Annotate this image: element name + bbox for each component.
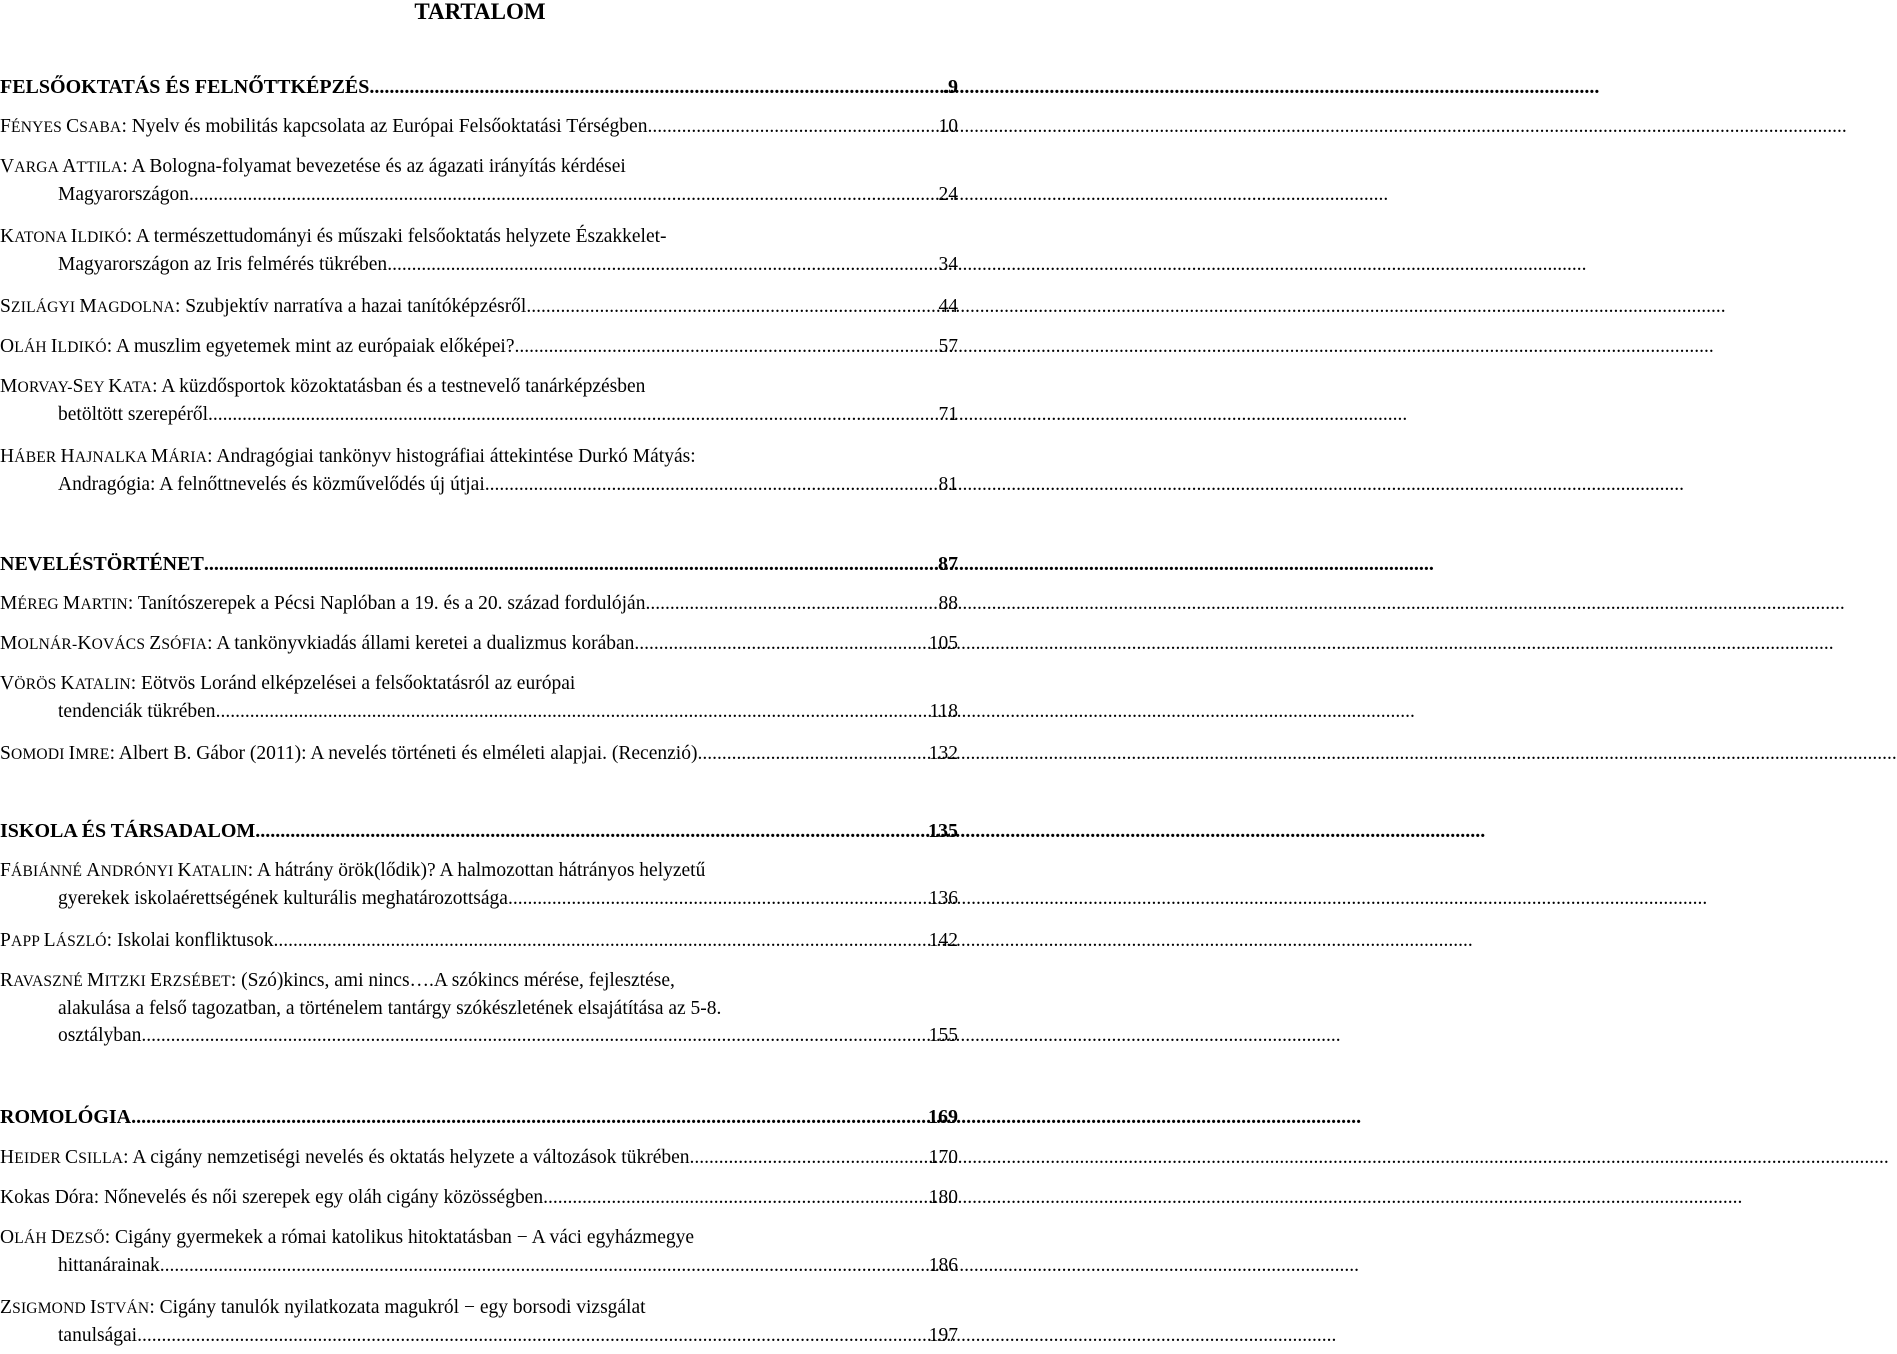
toc-entry[interactable]	[0, 857, 960, 912]
dot-leader	[543, 1184, 927, 1211]
page-number: 169	[928, 1106, 958, 1128]
section-heading[interactable]	[0, 1104, 960, 1131]
dot-leader	[274, 927, 927, 954]
toc-entry-title	[0, 153, 626, 181]
dot-leader	[697, 740, 926, 767]
entry-author: RAVASZNÉ MITZKI ERZSÉBET	[0, 970, 231, 991]
page-number: 197	[928, 1325, 958, 1346]
entry-title-text: : A tankönyvkiadás állami keretei a dualizmus korában	[207, 633, 635, 654]
toc-entry-line	[0, 401, 958, 428]
toc-entry-title	[0, 1184, 543, 1211]
toc-entry[interactable]	[0, 333, 960, 361]
entry-author: VÖRÖS KATALIN	[0, 673, 131, 694]
entry-title-text: : A természettudományi és műszaki felsőoktatás helyzete Északkelet-	[126, 226, 667, 247]
toc-entry-title	[0, 927, 274, 955]
toc-entry-line	[0, 590, 958, 618]
entry-title-text: : Eötvös Loránd elképzelései a felsőoktatásról az európai	[130, 673, 576, 694]
page-number: 81	[938, 474, 958, 495]
toc-entry[interactable]	[0, 630, 960, 658]
dot-leader	[645, 590, 936, 617]
section-heading-title: FELSŐOKTATÁS ÉS FELNŐTTKÉPZÉS	[0, 76, 370, 98]
entry-author: VARGA ATTILA	[0, 156, 123, 177]
section-heading[interactable]	[0, 551, 960, 578]
dot-leader	[131, 1104, 926, 1131]
toc-entry-line	[0, 443, 958, 471]
section-heading-title: ISKOLA ÉS TÁRSADALOM	[0, 820, 256, 842]
entry-title-text: : Cigány gyermekek a római katolikus hitoktatásban − A váci egyházmegye	[104, 1227, 695, 1248]
toc-entry-line	[0, 1184, 958, 1211]
page-number: 44	[938, 296, 958, 317]
entry-author: ZSIGMOND ISTVÁN	[0, 1297, 150, 1318]
dot-leader	[690, 1144, 927, 1171]
entry-title-text: tanulságai	[58, 1325, 138, 1346]
entry-title-text: : A cigány nemzetiségi nevelés és oktatás helyzete a változások tükrében	[123, 1147, 690, 1168]
toc-entry-title	[0, 293, 526, 321]
page-number: 118	[929, 701, 958, 722]
entry-title-text: Magyarországon az Iris felmérés tükrében	[58, 254, 388, 275]
section-heading[interactable]	[0, 818, 960, 845]
dot-leader	[141, 1022, 926, 1049]
entry-author: FÉNYES CSABA	[0, 116, 122, 137]
page-number: 10	[938, 116, 958, 137]
entry-author: PAPP LÁSZLÓ	[0, 930, 107, 951]
toc-entry[interactable]	[0, 1184, 960, 1211]
toc-entry-line	[0, 293, 958, 321]
page-number: 186	[928, 1255, 958, 1276]
section-heading-line	[0, 818, 958, 845]
toc-entry-title	[0, 630, 634, 658]
entry-author: MOLNÁR-KOVÁCS ZSÓFIA	[0, 633, 208, 654]
entry-title-text: : Nyelv és mobilitás kapcsolata az Európai Felsőoktatási Térségben	[121, 116, 648, 137]
toc-entry-title	[0, 1144, 690, 1172]
section-heading-line	[0, 1104, 958, 1131]
toc-entry[interactable]	[0, 670, 960, 725]
toc-entry-title	[0, 967, 675, 995]
page-number: 105	[928, 633, 958, 654]
entry-title-text: : Tanítószerepek a Pécsi Naplóban a 19. és a 20. század fordulóján	[127, 593, 646, 614]
dot-leader	[387, 251, 936, 278]
toc-entry[interactable]	[0, 223, 960, 278]
page-number: 155	[928, 1025, 958, 1046]
toc-entry-line	[0, 698, 958, 725]
entry-author: KATONA ILDIKÓ	[0, 226, 127, 247]
toc-entry-line	[0, 927, 958, 955]
toc-entry-line	[0, 223, 958, 251]
section-heading[interactable]	[0, 74, 960, 101]
toc-entry[interactable]	[0, 113, 960, 141]
toc-entry-line	[0, 670, 958, 698]
entry-author: OLÁH DEZSŐ	[0, 1227, 105, 1248]
page-number: 170	[928, 1147, 958, 1168]
toc-entry-line	[0, 1224, 958, 1252]
toc-entry-line	[0, 995, 958, 1022]
dot-leader	[216, 698, 928, 725]
toc-entry-line	[0, 1144, 958, 1172]
toc-entry-line	[0, 630, 958, 658]
toc-entry-line	[0, 857, 958, 885]
section-heading-title: NEVELÉSTÖRTÉNET	[0, 553, 204, 575]
entry-title-text: Magyarországon	[58, 184, 190, 205]
entry-author: HEIDER CSILLA	[0, 1147, 124, 1168]
page-number: .9	[943, 76, 958, 98]
toc-entry-line	[0, 1322, 958, 1349]
toc-entry-title	[0, 857, 705, 885]
toc-entry-title	[0, 1224, 694, 1252]
toc-entry-title	[0, 113, 647, 141]
page-number: 142	[928, 930, 958, 951]
page-number: 180	[928, 1187, 958, 1208]
toc-entry-title	[0, 223, 667, 251]
entry-title-text: : A küzdősportok közoktatásban és a testnevelő tanárképzésben	[152, 376, 646, 397]
toc-entry-title	[0, 333, 515, 361]
toc-entry[interactable]	[0, 590, 960, 618]
entry-title-text: : Andragógiai tankönyv histográfiai áttekintése Durkó Mátyás:	[207, 446, 696, 467]
page-number: 24	[938, 184, 958, 205]
page-title: TARTALOM	[414, 0, 546, 24]
dot-leader	[255, 818, 926, 845]
entry-author: MORVAY-SEY KATA	[0, 376, 153, 397]
toc-entry-title	[0, 740, 697, 768]
page-number: 136	[928, 888, 958, 909]
toc-entry-title	[0, 670, 575, 698]
toc-entry[interactable]	[0, 967, 960, 1049]
dot-leader	[647, 113, 936, 140]
toc-entry[interactable]	[0, 740, 960, 768]
toc-entry-line	[0, 333, 958, 361]
toc-entry[interactable]	[0, 443, 960, 498]
toc-entry-line	[0, 1294, 958, 1322]
page-number: 71	[938, 404, 958, 425]
entry-title-text: : Nőnevelés és női szerepek egy oláh cigány közösségben	[93, 1187, 544, 1208]
toc-entry-title	[0, 373, 645, 401]
page-number: 57	[938, 336, 958, 357]
toc-entry[interactable]	[0, 293, 960, 321]
entry-author: SZILÁGYI MAGDOLNA	[0, 296, 175, 317]
toc-entry-title	[0, 1294, 646, 1322]
entry-author: HÁBER HAJNALKA MÁRIA	[0, 446, 208, 467]
entry-title-text: tendenciák tükrében	[58, 701, 216, 722]
entry-title-text: : A Bologna-folyamat bevezetése és az ágazati irányítás kérdései	[122, 156, 626, 177]
dot-leader	[508, 885, 927, 912]
toc-entry-line	[0, 181, 958, 208]
toc-entry[interactable]	[0, 1144, 960, 1172]
toc-entry[interactable]	[0, 927, 960, 955]
toc-entry-line	[0, 1022, 958, 1049]
dot-leader	[515, 333, 937, 360]
entry-title-text: : (Szó)kincs, ami nincs….A szókincs mérése, fejlesztése,	[230, 970, 675, 991]
section-heading-line	[0, 74, 958, 101]
entry-author: SOMODI IMRE	[0, 743, 110, 764]
toc-entry-line	[0, 373, 958, 401]
section-heading-title: ROMOLÓGIA	[0, 1106, 132, 1128]
entry-author: FÁBIÁNNÉ ANDRÓNYI KATALIN	[0, 860, 248, 881]
toc-entry-line	[0, 471, 958, 498]
toc-entry-line	[0, 967, 958, 995]
dot-leader	[634, 630, 926, 657]
toc-entry-title	[0, 443, 696, 471]
entry-title-text: Andragógia: A felnőttnevelés és közművelődés új útjai	[58, 474, 485, 495]
entry-title-text: : A hátrány örök(lődik)? A halmozottan hátrányos helyzetű	[247, 860, 706, 881]
dot-leader	[208, 401, 937, 428]
entry-title-text: osztályban	[58, 1025, 142, 1046]
dot-leader	[204, 551, 936, 578]
page-number: 88	[938, 593, 958, 614]
entry-title-text: : Iskolai konfliktusok	[106, 930, 274, 951]
entry-title-text: hittanárainak	[58, 1255, 160, 1276]
entry-title-text: : Albert B. Gábor (2011): A nevelés történeti és elméleti alapjai. (Recenzió)	[109, 743, 698, 764]
entry-title-text: : Cigány tanulók nyilatkozata magukról − egy borsodi vizsgálat	[149, 1297, 646, 1318]
section-heading-line	[0, 551, 958, 578]
entry-title-text: alakulása a felső tagozatban, a történelem tantárgy szókészletének elsajátítása az 5-8.	[58, 998, 722, 1019]
toc-entry-title	[0, 590, 645, 618]
entry-title-text: betöltött szerepéről	[58, 404, 208, 425]
entry-author: Kokas Dóra	[0, 1187, 94, 1208]
toc-entry-line	[0, 113, 958, 141]
page-number: 34	[938, 254, 958, 275]
dot-leader	[485, 471, 937, 498]
dot-leader	[160, 1252, 927, 1279]
entry-title-text: : Szubjektív narratíva a hazai tanítóképzésről	[174, 296, 527, 317]
dot-leader	[369, 74, 941, 101]
dot-leader	[526, 293, 936, 320]
toc-entry-line	[0, 153, 958, 181]
toc-entry[interactable]	[0, 373, 960, 428]
dot-leader	[189, 181, 936, 208]
page-number: 135	[928, 820, 958, 842]
page-number: 132	[928, 743, 958, 764]
entry-author: MÉREG MARTIN	[0, 593, 128, 614]
toc-entry-line	[0, 1252, 958, 1279]
toc-entry[interactable]	[0, 1224, 960, 1279]
toc-entry-line	[0, 251, 958, 278]
dot-leader	[137, 1322, 927, 1349]
toc-entry-line	[0, 740, 958, 768]
toc-entry[interactable]	[0, 153, 960, 208]
entry-title-text: : A muszlim egyetemek mint az európaiak előképei?	[106, 336, 515, 357]
toc-entry[interactable]	[0, 1294, 960, 1349]
entry-title-text: gyerekek iskolaérettségének kulturális meghatározottsága	[58, 888, 508, 909]
toc-entry-line	[0, 885, 958, 912]
entry-author: OLÁH ILDIKÓ	[0, 336, 107, 357]
page-number: 87	[938, 553, 958, 575]
